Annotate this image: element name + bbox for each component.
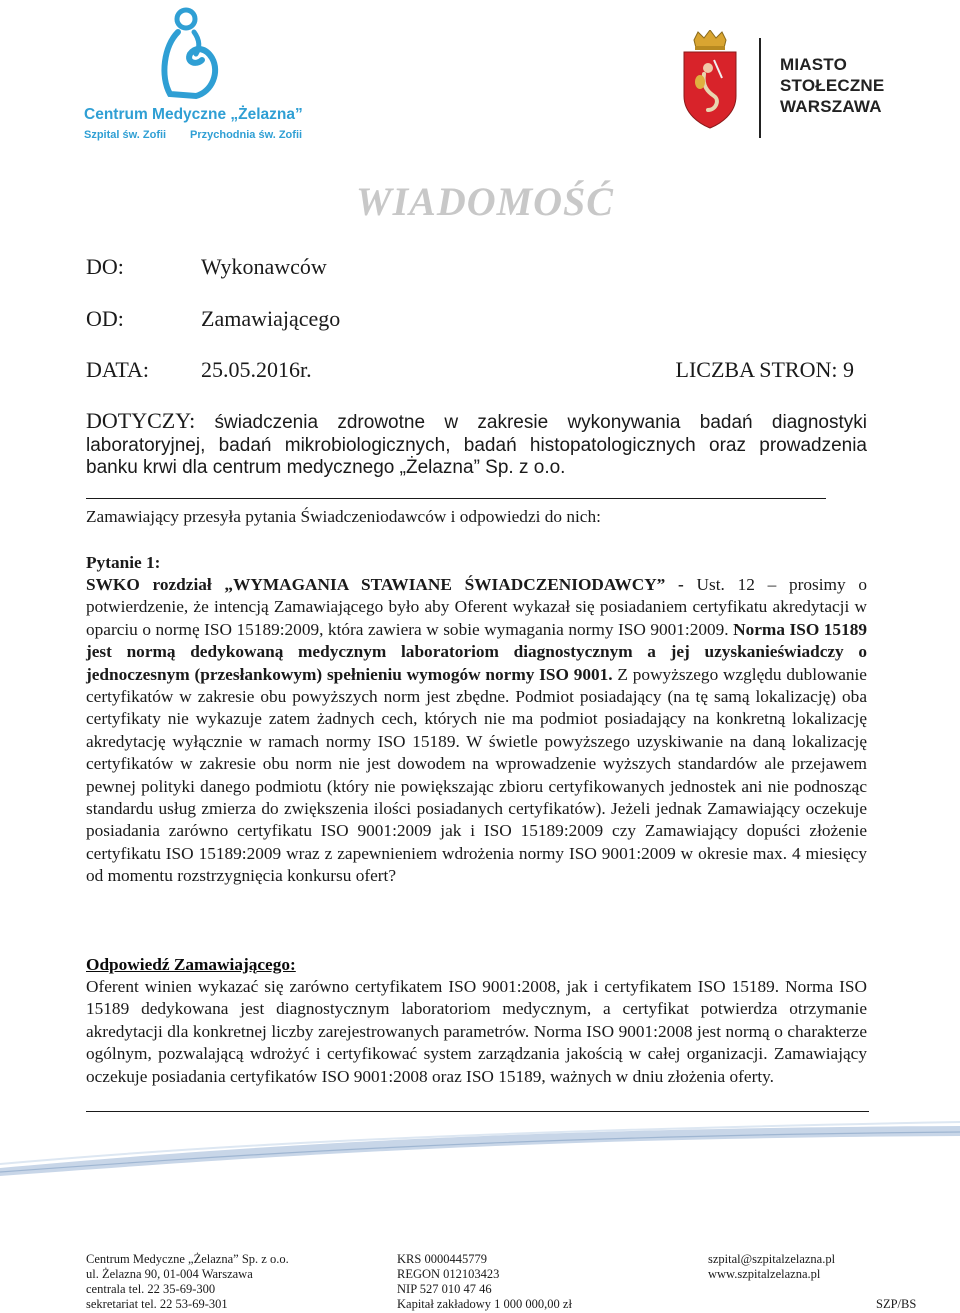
city-line-1: MIASTO (780, 55, 848, 74)
question-text (86, 574, 867, 888)
from-label: OD: (86, 306, 124, 331)
footer-website[interactable]: www.szpitalzelazna.pl (708, 1267, 821, 1281)
to-label: DO: (86, 254, 124, 279)
footer-registry (397, 1252, 572, 1312)
hospital-logo (84, 6, 304, 141)
footer-email[interactable]: szpital@szpitalzelazna.pl (708, 1252, 836, 1266)
question-bold-lead: SWKO rozdział „WYMAGANIA STAWIANE ŚWIADCZENIODAWCY” - (86, 575, 697, 594)
footer-registry-line: REGON 012103423 (397, 1267, 500, 1281)
city-line-2: STOŁECZNE (780, 76, 885, 95)
footer-registry-line: Kapitał zakładowy 1 000 000,00 zł (397, 1297, 572, 1311)
divider-line (86, 498, 826, 499)
mother-child-logo-icon (156, 6, 226, 101)
city-name (780, 54, 884, 117)
warsaw-crest-icon (680, 30, 740, 130)
footer-company-line: Centrum Medyczne „Żelazna” Sp. z o.o. (86, 1252, 289, 1266)
to-value: Wykonawców (201, 254, 327, 279)
footer-registry-line: KRS 0000445779 (397, 1252, 487, 1266)
warsaw-logo (680, 30, 885, 140)
city-line-3: WARSZAWA (780, 97, 882, 116)
question-bold-mid: Norma ISO 15189 jest normą dedykowaną medycznym laboratoriom diagnostycznym a jej uzyskanieświadczy o jednoczesnym (przesłankowym) spełnieniu wymogów normy ISO 9001. (86, 619, 867, 684)
intro-text: Zamawiający przesyła pytania Świadczeniodawców i odpowiedzi do nich: (86, 507, 601, 526)
logo-sub-hospital: Szpital św. Zofii (84, 129, 167, 141)
subject-text: świadczenia zdrowotne w zakresie wykonywania badań diagnostyki laboratoryjnej, badań mikrobiologicznych, badań histopatologicznych oraz prowadzenia banku krwi dla centrum medycznego „Żelazna” Sp. z o.o. (86, 412, 867, 478)
subject (86, 410, 867, 480)
footer-contact (708, 1252, 835, 1282)
footer-company (86, 1252, 289, 1312)
question-text-2: Z powyższego względu dublowanie certyfikatów w zakresie obu powyższych norm jest zbędne. Podmiot posiadający (na tę samą lokalizację) oba certyfikaty nie wykazuje zatem żadnych cech, których nie ma podmiot posiadający na konkretną lokalizację akredytację wyłącznie w ramach normy ISO 15189. W świetle powyższego uzyskiwanie na daną lokalizację certyfikatów w zakresie obu norm nie jest dowodem na wprowadzenie wyższych standardów ale przejawem pewnej polityki danego podmiotu (który nie powiększając zbioru certyfikowanych jednostek ani nie podnosząc standardu usług zmierza do zwiększenia ilości posiadanych certyfikatów). Jeżeli jednak Zamawiający oczekuje posiadania zarówno certyfikatu ISO 9001:2009 jak i ISO 15189:2009 czy Zamawiający dopuści złożenie certyfikatu ISO 15189:2009 wraz z zapewnieniem wdrożenia normy ISO 9001:2009 w okresie max. 4 miesięcy od momentu rozstrzygnięcia konkursu ofert? (86, 664, 867, 886)
question-text-1: Ust. 12 – prosimy o potwierdzenie, że intencją Zamawiającego było aby Oferent wykazał się posiadaniem certyfikatu akredytacji w oparciu o normę ISO 15189:2009, która zawiera w sobie wymagania normy ISO 9001:2009. (86, 575, 867, 639)
from-value: Zamawiającego (201, 306, 341, 331)
signature-code: SZP/BS (876, 1297, 917, 1311)
logo-subtitle (84, 129, 303, 141)
footer-registry-line: NIP 527 010 47 46 (397, 1282, 492, 1296)
answer-label: Odpowiedź Zamawiającego: (86, 955, 296, 974)
subject-label: DOTYCZY: (86, 408, 196, 433)
date-value: 25.05.2016r. (201, 357, 312, 382)
footer-company-line: ul. Żelazna 90, 01-004 Warszawa (86, 1267, 253, 1281)
logo-sub-clinic: Przychodnia św. Zofii (190, 129, 303, 141)
decorative-wave (0, 1120, 960, 1176)
answer-underline (86, 1111, 869, 1112)
date-label: DATA: (86, 357, 150, 382)
logo-divider (759, 38, 761, 138)
page-count: LICZBA STRON: 9 (675, 357, 854, 382)
footer-company-line: centrala tel. 22 35-69-300 (86, 1282, 216, 1296)
question-label: Pytanie 1: (86, 553, 161, 572)
document-title: WIADOMOŚĆ (356, 179, 614, 224)
footer-company-line: sekretariat tel. 22 53-69-301 (86, 1297, 228, 1311)
logo-name: Centrum Medyczne „Żelazna” (84, 106, 303, 123)
answer-text: Oferent winien wykazać się zarówno certyfikatem ISO 9001:2008, jak i certyfikatem ISO 15189. Norma ISO 15189 dedykowana jest diagnostycznym laboratoriom medycznym, a certyfikat potwierdza otrzymanie akredytacji dla konkretnej liczby zarejestrowanych parametrów. Norma ISO 9001:2008 jest normą o charakterze ogólnym, pozwalającą wdrożyć i certyfikować system zarządzania jakością w całej organizacji. Zamawiający oczekuje posiadania certyfikatów ISO 9001:2008 oraz ISO 15189, ważnych w dniu złożenia oferty. (86, 977, 867, 1086)
